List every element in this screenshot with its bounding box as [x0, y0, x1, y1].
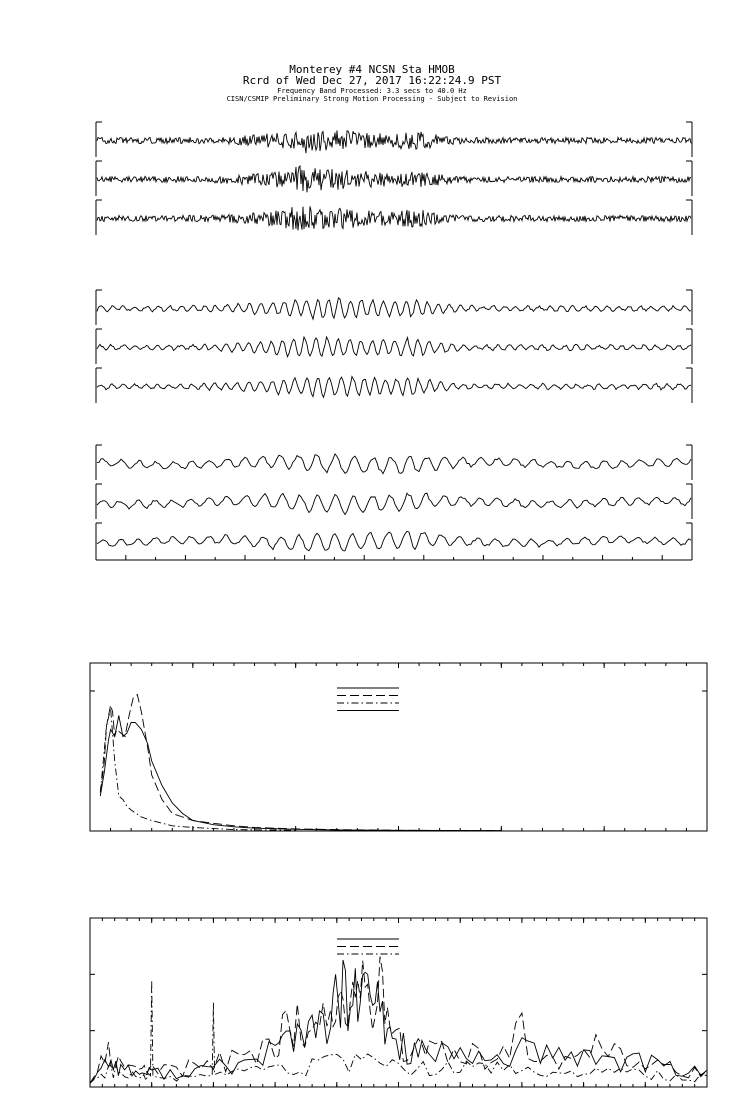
disclaimer-line: CISN/CSMIP Preliminary Strong Motion Processing - Subject to Revision [226, 95, 518, 103]
seismic-trace [97, 377, 691, 398]
channel-trace-group [96, 368, 692, 403]
seismic-trace [97, 298, 691, 319]
spectral-acceleration-chart [90, 663, 707, 831]
channel-trace-group [96, 484, 692, 519]
time-panel-acc [96, 122, 692, 235]
seismic-trace [97, 206, 691, 230]
channel-trace-group [96, 523, 692, 558]
time-history-panels [96, 122, 692, 560]
plot-frame [90, 918, 707, 1087]
report-title: Monterey #4 NCSN Sta HMOB [289, 63, 455, 76]
channel-trace-group [96, 122, 692, 157]
time-panel-vel [96, 290, 692, 403]
series-line [100, 695, 501, 831]
seismic-trace [97, 531, 691, 551]
series-line [90, 960, 707, 1083]
record-line: Rcrd of Wed Dec 27, 2017 16:22:24.9 PST [242, 74, 502, 87]
series-line [100, 716, 501, 831]
seismic-trace [97, 337, 691, 357]
channel-trace-group [96, 329, 692, 364]
channel-trace-group [96, 445, 692, 480]
seismic-trace [97, 493, 691, 514]
channel-trace-group [96, 161, 692, 196]
band-line: Frequency Band Processed: 3.3 secs to 40.0 Hz [277, 87, 467, 95]
seismic-trace [97, 130, 691, 153]
seismic-trace [97, 166, 691, 192]
time-panel-disp [96, 445, 692, 560]
seismic-trace [97, 454, 691, 474]
channel-trace-group [96, 290, 692, 325]
channel-trace-group [96, 200, 692, 235]
velocity-fourier-spectrum-chart [90, 918, 707, 1087]
series-line [90, 980, 707, 1083]
report-header [227, 63, 518, 103]
series-line [90, 957, 707, 1084]
